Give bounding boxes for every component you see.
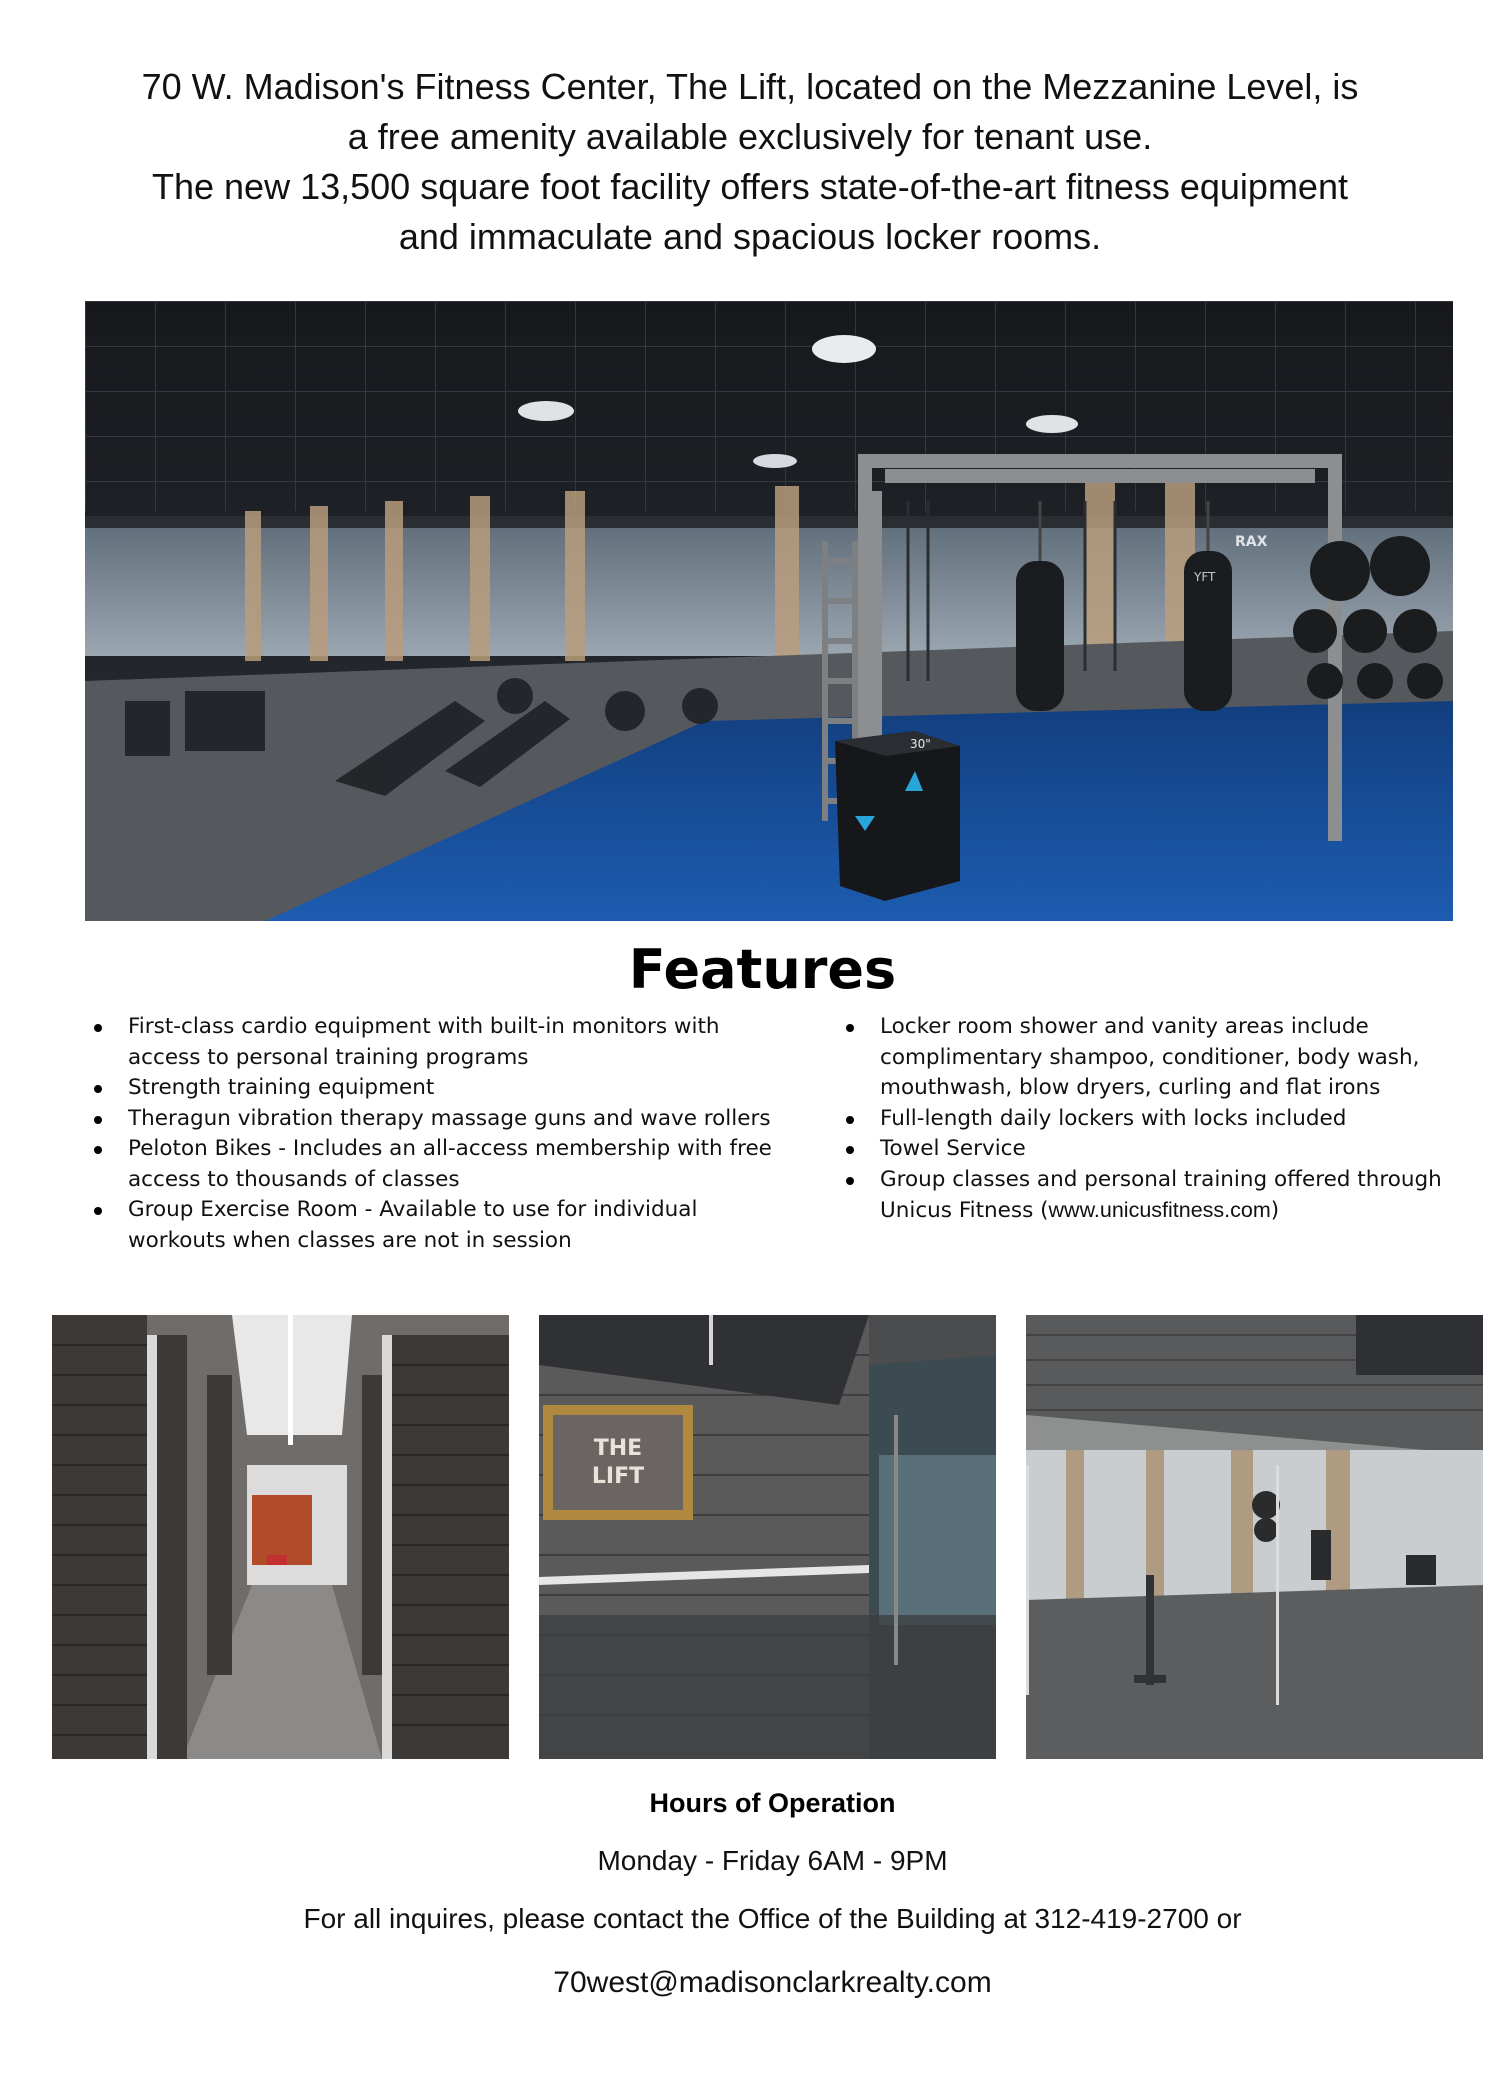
lobby-sign-line-2: LIFT — [591, 1464, 645, 1489]
features-title: Features — [628, 938, 897, 1001]
hallway-illustration — [52, 1315, 509, 1759]
feature-classes-close: ) — [1270, 1198, 1280, 1223]
feature-classes — [838, 1165, 1458, 1227]
group-exercise-room-photo — [1026, 1315, 1483, 1759]
unicus-link[interactable]: www.unicusfitness.com — [1048, 1198, 1271, 1222]
contact-email-link[interactable]: 70west@madisonclarkrealty.com — [553, 1966, 992, 1999]
feature-group-room: Group Exercise Room - Available to use for individual workouts when classes are not in session — [86, 1195, 786, 1256]
feature-locker-room: Locker room shower and vanity areas include complimentary shampoo, conditioner, body wash, mouthwash, blow dryers, curling and flat irons — [838, 1012, 1458, 1104]
features-list-right — [838, 1012, 1458, 1227]
hero-brand-rax: RAX — [1235, 534, 1268, 550]
gym-floor-illustration — [85, 301, 1453, 921]
entrance-illustration — [539, 1315, 996, 1759]
intro-line-2: a free amenity available exclusively for tenant use. — [347, 116, 1153, 157]
intro-text — [60, 62, 1440, 262]
lobby-entrance-photo — [539, 1315, 996, 1759]
feature-towel: Towel Service — [838, 1134, 1458, 1165]
features-list-left — [86, 1012, 786, 1256]
intro-line-4: and immaculate and spacious locker rooms. — [398, 216, 1102, 257]
locker-room-photo — [52, 1315, 509, 1759]
feature-classes-text: Group classes and personal training offered through Unicus Fitness ( — [880, 1166, 1442, 1223]
contact-text: For all inquires, please contact the Office of the Building at 312-419-2700 or — [303, 1903, 1242, 1934]
feature-cardio: First-class cardio equipment with built-in monitors with access to personal training programs — [86, 1012, 786, 1073]
hours-schedule: Monday - Friday 6AM - 9PM — [597, 1845, 948, 1876]
hero-box-label: 30" — [910, 737, 931, 751]
intro-line-3: The new 13,500 square foot facility offers state-of-the-art fitness equipment — [152, 166, 1348, 207]
feature-theragun: Theragun vibration therapy massage guns and wave rollers — [86, 1104, 786, 1135]
hero-brand-yft: YFT — [1194, 570, 1216, 584]
feature-peloton: Peloton Bikes - Includes an all-access membership with free access to thousands of classes — [86, 1134, 786, 1195]
hours-title: Hours of Operation — [649, 1788, 896, 1818]
lobby-sign-line-1: THE — [593, 1436, 643, 1461]
hero-gym-photo — [85, 301, 1453, 921]
intro-line-1: 70 W. Madison's Fitness Center, The Lift, located on the Mezzanine Level, is — [141, 66, 1359, 107]
feature-strength: Strength training equipment — [86, 1073, 786, 1104]
exercise-room-illustration — [1026, 1315, 1483, 1759]
feature-lockers: Full-length daily lockers with locks included — [838, 1104, 1458, 1135]
